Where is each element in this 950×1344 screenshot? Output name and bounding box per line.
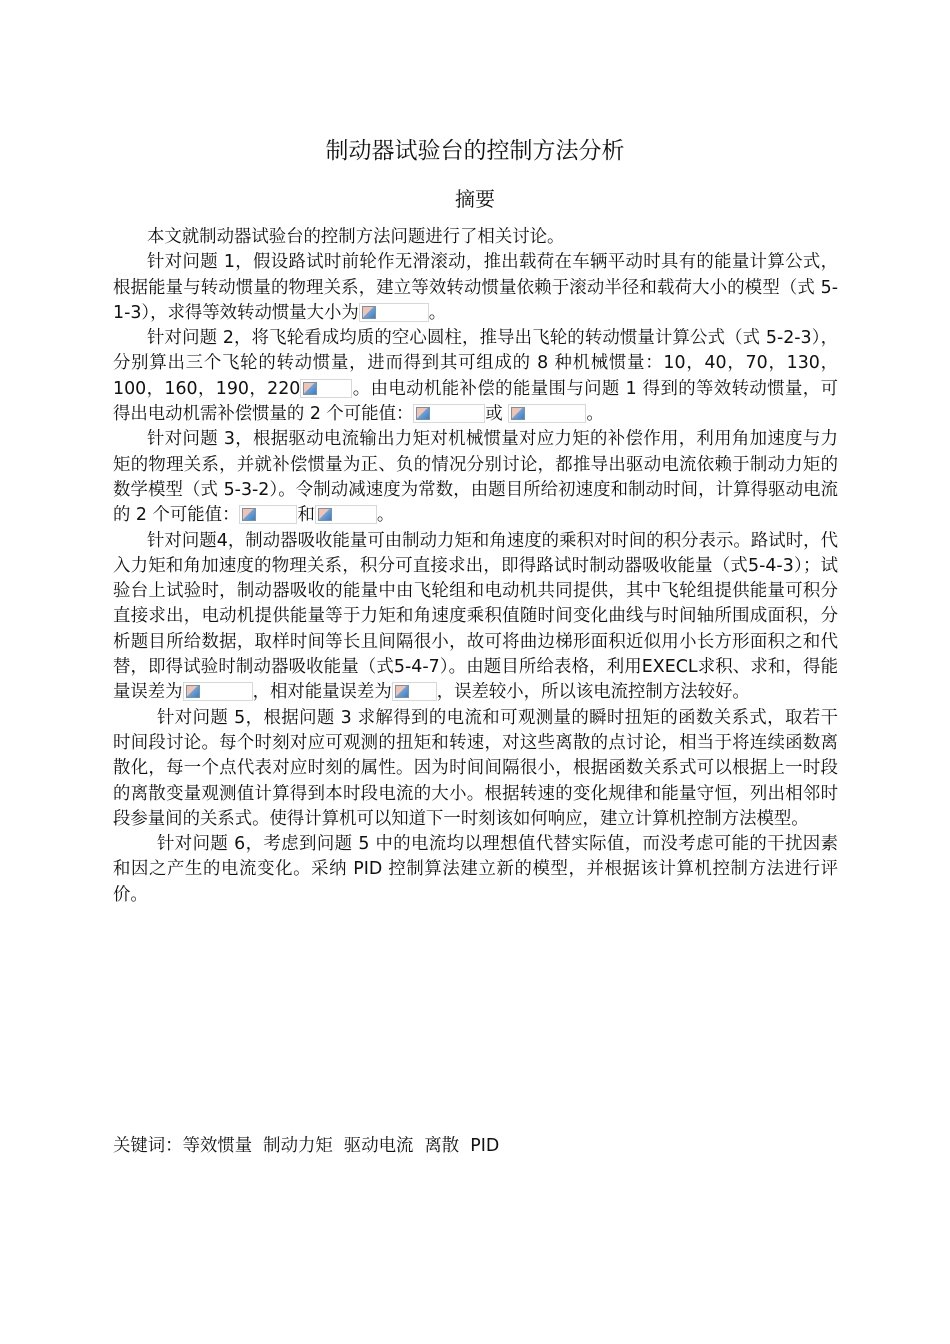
formula-image-icon bbox=[183, 682, 253, 701]
keywords-line: 关键词：等效惯量 制动力矩 驱动电流 离散 PID bbox=[113, 1136, 500, 1156]
problem-5-paragraph: 针对问题 5，根据问题 3 求解得到的电流和可观测量的瞬时扭矩的函数关系式，取若干时间段讨论。每个时刻对应可观测的扭矩和转速，对这些离散的点讨论，相当于将连续函数离散化，每一个点代表对应时刻的属性。因为时间间隔很小，根据函数关系式可以根据上一时段的离散变量观测值计算得到本时段电流的大小。根据转速的变化规律和能量守恒，列出相邻时段参量间的关系式。使得计算机可以知道下一时刻该如何响应，建立计算机控制方法模型。 bbox=[113, 707, 838, 829]
formula-image-icon bbox=[413, 404, 485, 423]
abstract-intro: 本文就制动器试验台的控制方法问题进行了相关讨论。 bbox=[147, 227, 565, 247]
problem-1-paragraph: 针对问题 1，假设路试时前轮作无滑滚动，推出载荷在车辆平动时具有的能量计算公式，根据能量与转动惯量的物理关系，建立等效转动惯量依赖于滚动半径和载荷大小的模型（式 5-1-3），求得等效转动惯量大小为 。 bbox=[113, 252, 838, 323]
formula-image-icon bbox=[508, 404, 586, 423]
formula-image-icon bbox=[315, 505, 377, 524]
problem-2-paragraph: 针对问题 2，将飞轮看成均质的空心圆柱，推导出飞轮的转动惯量计算公式（式 5-2-3），分别算出三个飞轮的转动惯量，进而得到其可组成的 8 种机械惯量：10，40，70，130，100，160，190，220 。由电动机能补偿的能量围与问题 1 得到的等效转动惯量，可得出电动机需补偿惯量的 2 个可能值： 或 。 bbox=[113, 328, 838, 425]
problem-3-paragraph: 针对问题 3，根据驱动电流输出力矩对机械惯量对应力矩的补偿作用，利用角加速度与力矩的物理关系，并就补偿惯量为正、负的情况分别讨论，都推导出驱动电流依赖于制动力矩的数学模型（式 5-3-2）。令制动减速度为常数，由题目所给初速度和制动时间，计算得驱动电流的 2 个可能值： 和 。 bbox=[113, 429, 838, 526]
formula-image-icon bbox=[300, 379, 352, 398]
formula-image-icon bbox=[359, 303, 429, 322]
paper-title: 制动器试验台的控制方法分析 bbox=[325, 138, 625, 164]
formula-image-icon bbox=[239, 505, 297, 524]
abstract-heading: 摘要 bbox=[455, 187, 495, 211]
problem-4-paragraph: 针对问题4，制动器吸收能量可由制动力矩和角速度的乘积对时间的积分表示。路试时，代入力矩和角加速度的物理关系，积分可直接求出，即得路试时制动器吸收能量（式5-4-3）；试验台上试验时，制动器吸收的能量中由飞轮组和电动机共同提供，其中飞轮组提供能量可积分直接求出，电动机提供能量等于力矩和角速度乘积值随时间变化曲线与时间轴所围成面积，分析题目所给数据，取样时间等长且间隔很小，故可将曲边梯形面积近似用小长方形面积之和代替，即得试验时制动器吸收能量（式5-4-7）。由题目所给表格，利用EXECL求积、求和，得能量误差为 ，相对能量误差为 ，误差较小，所以该电流控制方法较好。 bbox=[113, 530, 838, 703]
abstract-body bbox=[113, 225, 838, 908]
problem-6-paragraph: 针对问题 6，考虑到问题 5 中的电流均以理想值代替实际值，而没考虑可能的干扰因素和因之产生的电流变化。采纳 PID 控制算法建立新的模型，并根据该计算机控制方法进行评价。 bbox=[113, 834, 838, 905]
formula-image-icon bbox=[392, 682, 437, 701]
